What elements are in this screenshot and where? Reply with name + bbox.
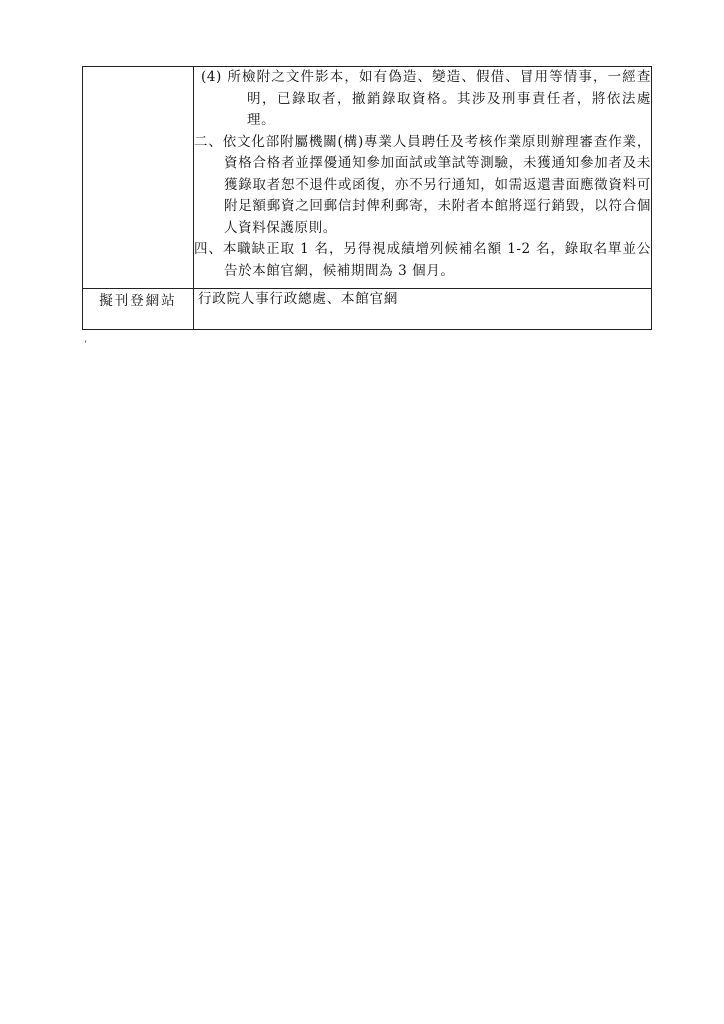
- table-row-details: [83, 67, 652, 289]
- table-row-publish-sites: [83, 289, 652, 330]
- publish-sites-label: 擬刊登網站: [83, 289, 194, 330]
- item-text: 依文化部附屬機關(構)專業人員聘任及考核作業原則辦理審查作業，資格合格者並擇優通知參加面試或筆試等測驗，未獲通知參加者及未獲錄取者恕不退件或函復，亦不另行通知，如需返還書面應徵資料可附足額郵資之回郵信封俾利郵寄，未附者本館將逕行銷毀，以符合個人資料保護原則。: [222, 133, 651, 236]
- empty-label-cell: [83, 67, 194, 289]
- publish-sites-value: 行政院人事行政總處、本館官網: [194, 289, 652, 330]
- list-item-vacancy-count: [194, 239, 651, 282]
- list-item-forgery-clause: [194, 67, 651, 132]
- details-cell: [194, 67, 652, 289]
- list-item-review-process: [194, 132, 651, 240]
- item-marker: 四、: [194, 241, 223, 257]
- item-text: 所檢附之文件影本，如有偽造、變造、假借、冒用等情事，一經查明，已錄取者，撤銷錄取資格。其涉及刑事責任者，將依法處理。: [227, 69, 651, 128]
- stray-mark: ‘: [84, 340, 87, 350]
- item-marker: 二、: [194, 133, 223, 150]
- recruitment-table: [82, 66, 652, 330]
- item-marker: (4): [201, 69, 222, 85]
- item-text: 本職缺正取 1 名，另得視成績增列候補名額 1-2 名，錄取名單並公告於本館官網，候補期間為 3 個月。: [222, 241, 651, 279]
